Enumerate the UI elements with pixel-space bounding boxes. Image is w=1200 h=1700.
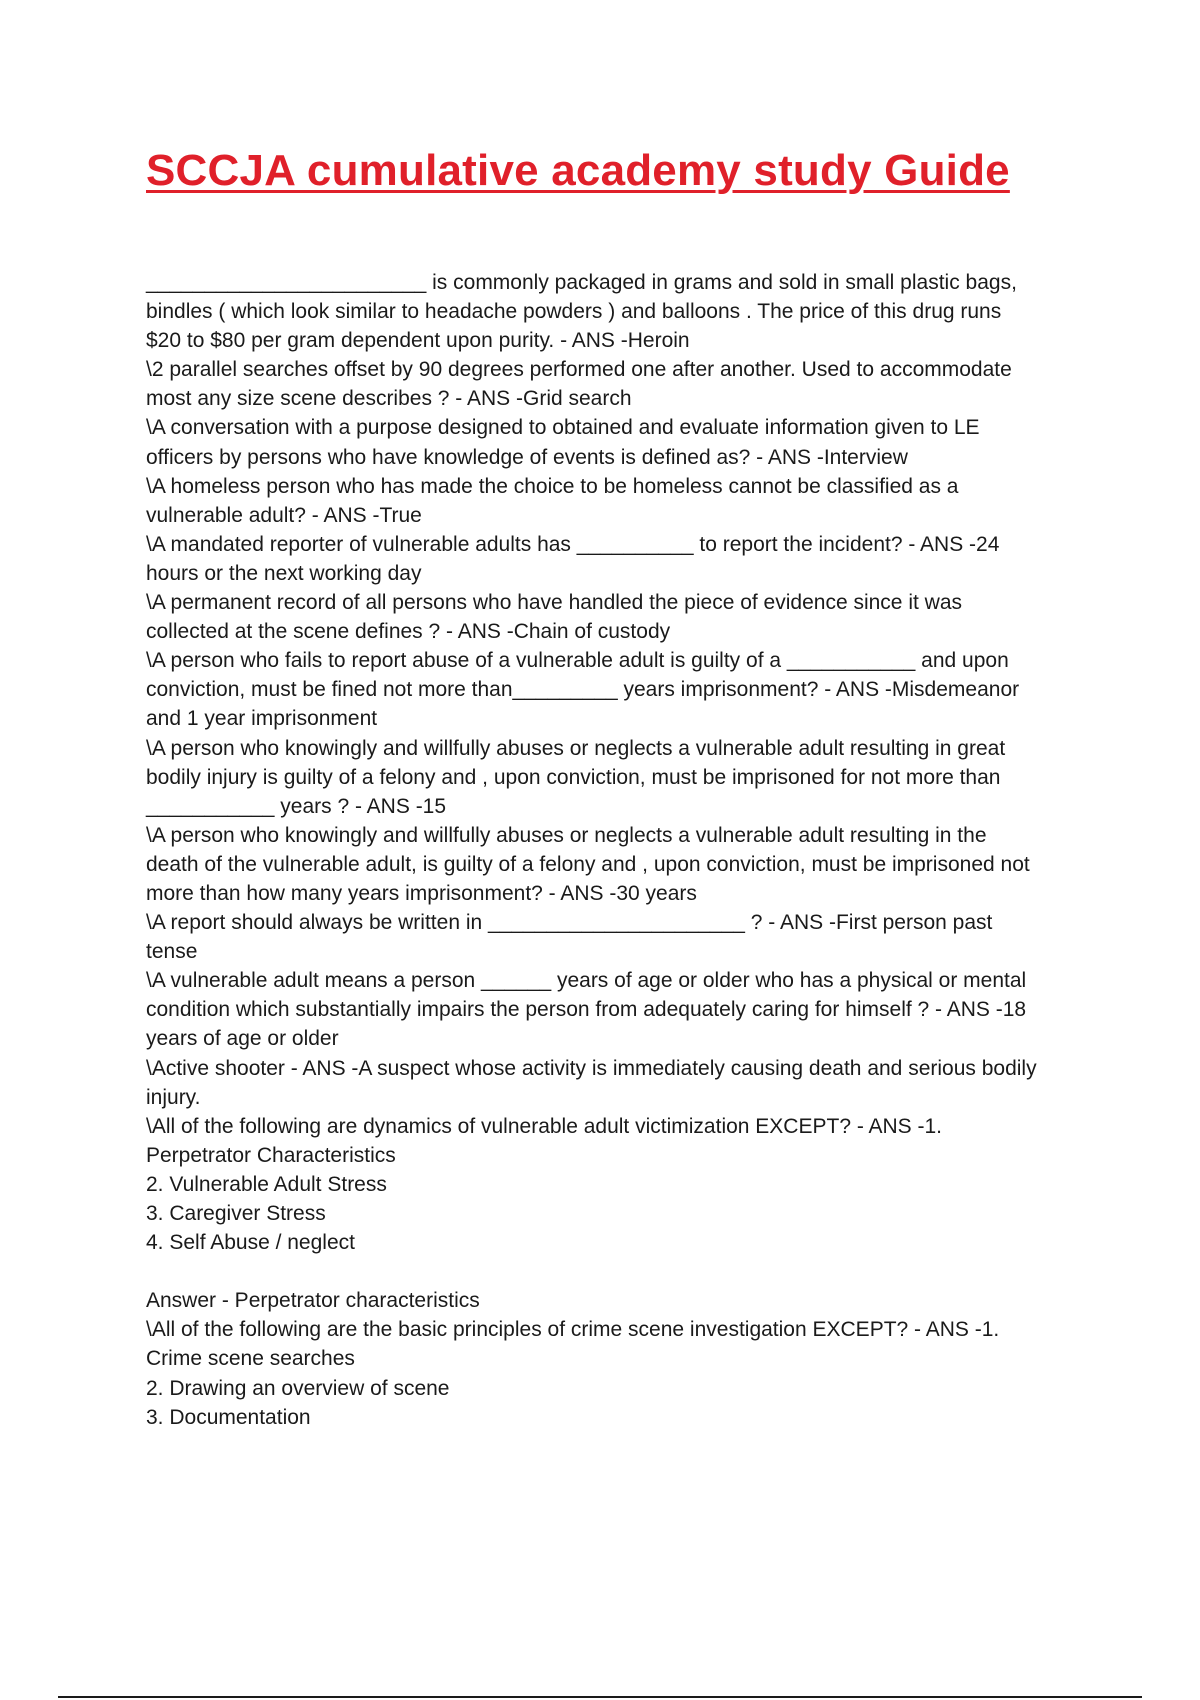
text-line: \A person who fails to report abuse of a vulnerable adult is guilty of a ___________ and upon xyxy=(146,649,1009,673)
text-line: vulnerable adult? - ANS -True xyxy=(146,503,422,527)
text-line: condition which substantially impairs the person from adequately caring for himself ? - ANS -18 xyxy=(146,998,1027,1022)
text-line: conviction, must be fined not more than_________ years imprisonment? - ANS -Misdemeanor xyxy=(146,678,1020,702)
text-line: \A report should always be written in ______________________ ? - ANS -First person past xyxy=(146,911,993,935)
text-line: hours or the next working day xyxy=(146,561,422,585)
text-line: bindles ( which look similar to headache powders ) and balloons . The price of this drug runs xyxy=(146,300,1002,324)
text-line: \A person who knowingly and willfully abuses or neglects a vulnerable adult resulting in the xyxy=(146,823,987,847)
text-line: bodily injury is guilty of a felony and , upon conviction, must be imprisoned for not more than xyxy=(146,765,1001,789)
text-line: 3. Caregiver Stress xyxy=(146,1202,326,1225)
text-line: \A homeless person who has made the choice to be homeless cannot be classified as a xyxy=(146,474,959,498)
text-line: 3. Documentation xyxy=(146,1405,311,1429)
text-line: death of the vulnerable adult, is guilty of a felony and , upon conviction, must be imprisoned not xyxy=(146,852,1030,876)
text-line: 4. Self Abuse / neglect xyxy=(146,1231,355,1255)
text-line: 2. Vulnerable Adult Stress xyxy=(146,1172,387,1196)
text-line: and 1 year imprisonment xyxy=(146,707,378,731)
text-line: \Active shooter - ANS -A suspect whose activity is immediately causing death and serious bodily xyxy=(146,1056,1037,1080)
text-line: most any size scene describes ? - ANS -Grid search xyxy=(146,387,632,411)
text-line: \A vulnerable adult means a person ______ years of age or older who has a physical or mental xyxy=(146,969,1027,993)
text-line: 2. Drawing an overview of scene xyxy=(146,1376,450,1400)
text-line: tense xyxy=(146,940,198,964)
text-line: officers by persons who have knowledge of events is defined as? - ANS -Interview xyxy=(146,445,908,469)
text-line: Perpetrator Characteristics xyxy=(146,1143,396,1167)
text-line: more than how many years imprisonment? - ANS -30 years xyxy=(146,881,697,905)
text-line: Answer - Perpetrator characteristics xyxy=(146,1289,480,1313)
text-line: \All of the following are the basic principles of crime scene investigation EXCEPT? - ANS -1. xyxy=(146,1318,1000,1342)
text-line: ___________ years ? - ANS -15 xyxy=(146,794,447,818)
text-line: \All of the following are dynamics of vulnerable adult victimization EXCEPT? - ANS -1. xyxy=(146,1114,943,1138)
text-line: Crime scene searches xyxy=(146,1347,355,1371)
text-line: \A conversation with a purpose designed to obtained and evaluate information given to LE xyxy=(146,416,980,440)
text-line: \A permanent record of all persons who have handled the piece of evidence since it was xyxy=(146,591,962,615)
text-line: years of age or older xyxy=(146,1027,339,1051)
footer-divider xyxy=(58,1696,1142,1698)
text-line: $20 to $80 per gram dependent upon purity. - ANS -Heroin xyxy=(146,329,690,353)
text-line: injury. xyxy=(146,1085,201,1109)
blank-line xyxy=(146,1257,1096,1286)
text-line: ________________________ is commonly packaged in grams and sold in small plastic bags, xyxy=(146,271,1017,294)
text-line: \A mandated reporter of vulnerable adults has __________ to report the incident? - ANS -24 xyxy=(146,532,1000,556)
text-line: \2 parallel searches offset by 90 degrees performed one after another. Used to accommodate xyxy=(146,358,1012,382)
text-line: \A person who knowingly and willfully abuses or neglects a vulnerable adult resulting in great xyxy=(146,736,1006,760)
study-guide-body xyxy=(146,268,1096,1432)
text-line: collected at the scene defines ? - ANS -Chain of custody xyxy=(146,620,671,644)
document-title: SCCJA cumulative academy study Guide xyxy=(146,146,1010,195)
